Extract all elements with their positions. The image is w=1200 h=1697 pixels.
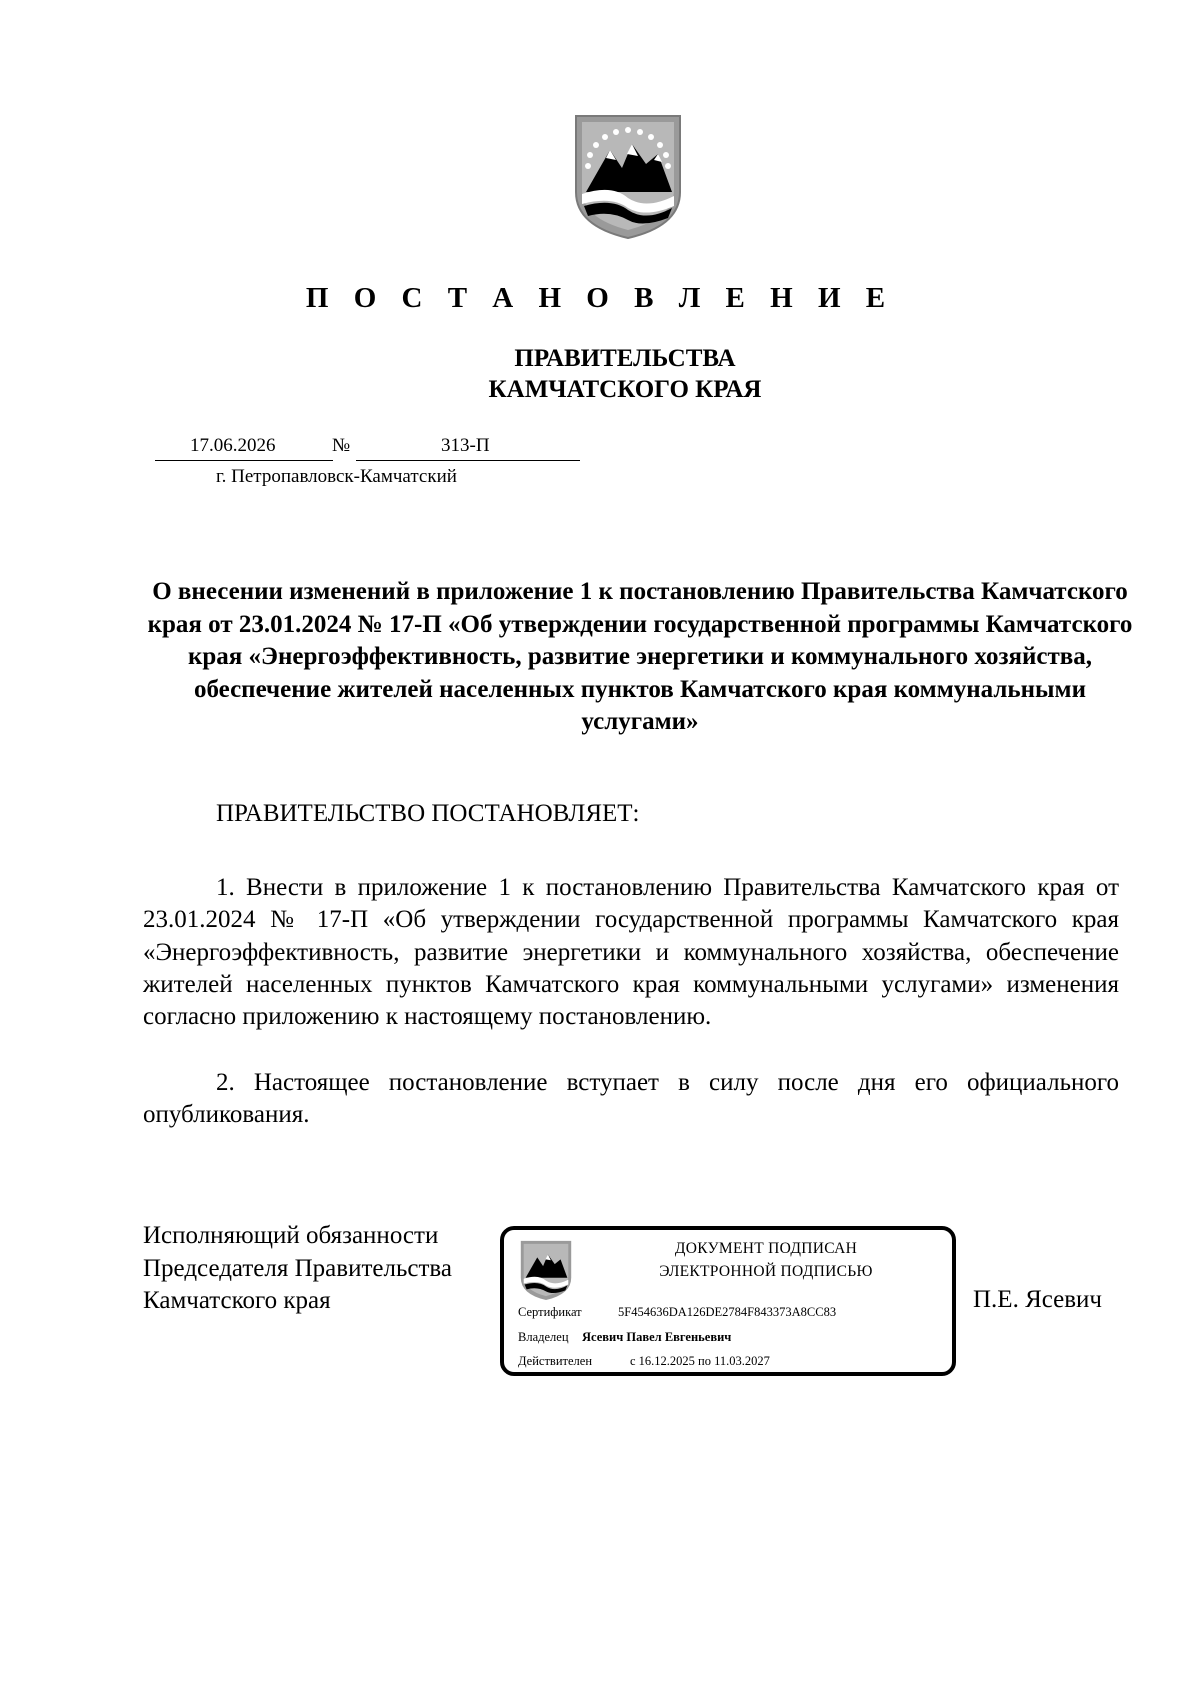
issuing-body-line2: КАМЧАТСКОГО КРАЯ: [488, 376, 762, 403]
stamp-title-line2: ЭЛЕКТРОННОЙ ПОДПИСЬЮ: [659, 1263, 873, 1280]
electronic-signature-stamp: [500, 1226, 956, 1376]
signer-position-line2: Председателя Правительства: [143, 1254, 452, 1282]
issuing-body-line1: ПРАВИТЕЛЬСТВА: [514, 345, 736, 372]
stamp-validity-row: [518, 1354, 770, 1369]
paragraph-2: 2. Настоящее постановление вступает в силу после дня его официального опубликования.: [143, 1069, 1119, 1129]
city: г. Петропавловск-Камчатский: [216, 466, 457, 487]
number-underline: [356, 460, 580, 461]
decree-statement: ПРАВИТЕЛЬСТВО ПОСТАНОВЛЯЕТ:: [216, 800, 640, 827]
signer-position-line1: Исполняющий обязанности: [143, 1222, 439, 1249]
stamp-owner-row: [518, 1330, 731, 1345]
coat-of-arms-icon: [572, 110, 684, 242]
certificate-value: 5F454636DA126DE2784F843373A8CC83: [618, 1305, 837, 1319]
document-heading: О внесении изменений в приложение 1 к постановлению Правительства Камчатского края от 23.01.2024 № 17-П «Об утверждении государственной программы Камчатского края «Энергоэффективность, развитие энергетики и коммунального хозяйства, обеспечение жителей населенных пунктов Камчатского края коммунальными услугами»: [147, 578, 1133, 735]
validity-value: с 16.12.2025 по 11.03.2027: [630, 1354, 770, 1368]
document-type-title: П О С Т А Н О В Л Е Н И Е: [305, 282, 895, 314]
date-underline: [155, 460, 333, 461]
document-number: 313-П: [441, 435, 490, 456]
certificate-label: Сертификат: [518, 1305, 582, 1319]
stamp-title-line1: ДОКУМЕНТ ПОДПИСАН: [674, 1240, 858, 1257]
number-sign: №: [332, 435, 351, 456]
stamp-certificate-row: [518, 1305, 836, 1320]
owner-label: Владелец: [518, 1330, 569, 1344]
signer-position: [143, 1220, 452, 1318]
signer-name: П.Е. Ясевич: [973, 1286, 1103, 1313]
stamp-emblem-icon: [518, 1238, 574, 1302]
paragraph-1: 1. Внести в приложение 1 к постановлению Правительства Камчатского края от 23.01.2024 № 17-П «Об утверждении государственной программы Камчатского края «Энергоэффективность, развитие энергетики и коммунального хозяйства, обеспечение жителей населенных пунктов Камчатского края коммунальными услугами» изменения согласно приложению к настоящему постановлению.: [143, 874, 1119, 1031]
signer-position-line3: Камчатского края: [143, 1287, 331, 1314]
document-date: 17.06.2026: [190, 435, 276, 456]
owner-value: Ясевич Павел Евгеньевич: [582, 1330, 732, 1344]
validity-label: Действителен: [518, 1354, 593, 1368]
